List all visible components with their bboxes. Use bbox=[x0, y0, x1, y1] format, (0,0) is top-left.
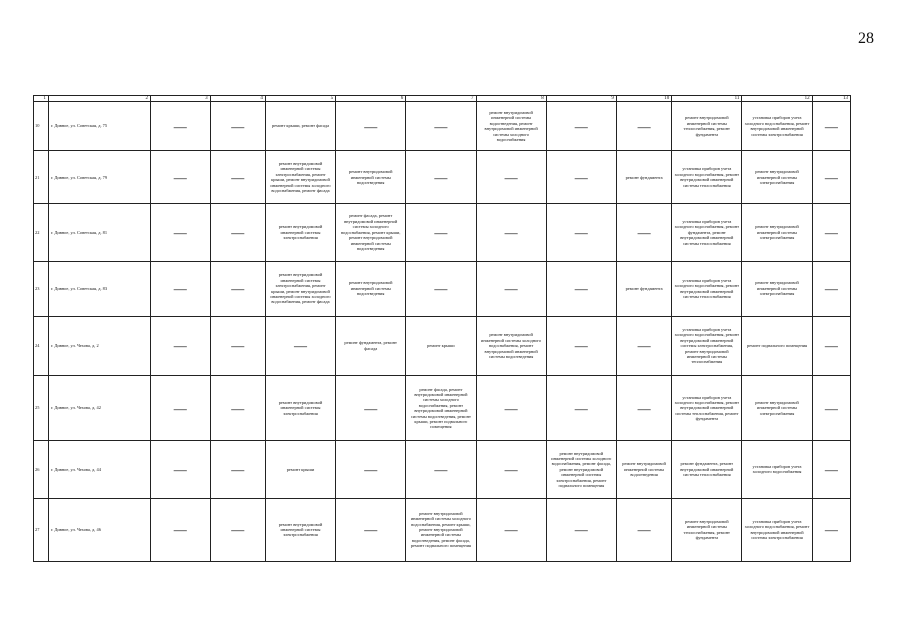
works-cell: ремонт крыши bbox=[265, 441, 335, 498]
empty-dash-cell: — bbox=[546, 261, 616, 316]
table-body bbox=[34, 96, 851, 562]
empty-dash-cell: — bbox=[812, 441, 850, 498]
works-table bbox=[33, 95, 851, 562]
works-cell: ремонт подвального помещения bbox=[742, 316, 812, 375]
empty-dash-cell: — bbox=[476, 151, 546, 204]
header-cell: 4 bbox=[210, 96, 265, 102]
row-number: 22 bbox=[34, 204, 49, 261]
empty-dash-cell: — bbox=[616, 375, 671, 440]
address-cell: г. Дивное, ул. Чехова, д. 2 bbox=[48, 316, 150, 375]
works-cell: ремонт внутридомовой инженерной системы электроснабжения bbox=[742, 204, 812, 261]
empty-dash-cell: — bbox=[616, 102, 671, 151]
empty-dash-cell: — bbox=[406, 261, 476, 316]
table-row bbox=[34, 375, 851, 440]
works-cell: установка приборов учета холодного водоснабжения, ремонт внутридомовой инженерной системы теплоснабжения bbox=[672, 261, 742, 316]
works-cell: ремонт внутридомовой инженерной системы электроснабжения bbox=[742, 151, 812, 204]
empty-dash-cell: — bbox=[476, 498, 546, 561]
works-cell: ремонт фундамента, ремонт фасада bbox=[336, 316, 406, 375]
empty-dash-cell: — bbox=[336, 102, 406, 151]
empty-dash-cell: — bbox=[151, 441, 211, 498]
works-cell: ремонт внутридомовой инженерной системы электроснабжения bbox=[265, 375, 335, 440]
row-number: 25 bbox=[34, 375, 49, 440]
header-cell: 9 bbox=[546, 96, 616, 102]
empty-dash-cell: — bbox=[546, 102, 616, 151]
works-cell: установка приборов учета холодного водоснабжения, ремонт внутридомовой инженерной системы теплоснабжения bbox=[672, 151, 742, 204]
empty-dash-cell: — bbox=[151, 498, 211, 561]
empty-dash-cell: — bbox=[616, 316, 671, 375]
works-cell: ремонт внутридомовой инженерной системы холодного водоснабжения, ремонт внутридомовой инженерной системы водоотведения bbox=[476, 316, 546, 375]
table-row bbox=[34, 316, 851, 375]
empty-dash-cell: — bbox=[336, 498, 406, 561]
works-cell: установка приборов учета холодного водоснабжения bbox=[742, 441, 812, 498]
works-cell: установка приборов учета холодного водоснабжения, ремонт фундамента, ремонт внутридомовой инженерной системы теплоснабжения bbox=[672, 204, 742, 261]
empty-dash-cell: — bbox=[812, 261, 850, 316]
empty-dash-cell: — bbox=[210, 261, 265, 316]
address-cell: г. Дивное, ул. Советская, д. 83 bbox=[48, 261, 150, 316]
empty-dash-cell: — bbox=[812, 151, 850, 204]
header-cell: 7 bbox=[406, 96, 476, 102]
works-cell: ремонт внутридомовой инженерной системы водоотведения bbox=[336, 151, 406, 204]
empty-dash-cell: — bbox=[151, 375, 211, 440]
empty-dash-cell: — bbox=[210, 375, 265, 440]
table-row bbox=[34, 261, 851, 316]
works-cell: ремонт фасада, ремонт внутридомовой инженерной системы холодного водоснабжения, ремонт внутридомовой инженерной системы водоотведения, ремонт крыши, ремонт подвального помещения bbox=[406, 375, 476, 440]
works-cell: ремонт внутридомовой инженерной системы холодного водоснабжения, ремонт фасада, ремонт внутридомовой инженерной системы электроснабжения, ремонт подвального помещения bbox=[546, 441, 616, 498]
works-cell: ремонт внутридомовой инженерной системы водоотведения bbox=[616, 441, 671, 498]
page-number: 28 bbox=[858, 30, 874, 47]
empty-dash-cell: — bbox=[151, 151, 211, 204]
address-cell: г. Дивное, ул. Советская, д. 75 bbox=[48, 102, 150, 151]
empty-dash-cell: — bbox=[151, 204, 211, 261]
empty-dash-cell: — bbox=[336, 375, 406, 440]
table-row bbox=[34, 204, 851, 261]
header-cell: 1 bbox=[34, 96, 49, 102]
header-cell: 11 bbox=[672, 96, 742, 102]
works-cell: ремонт внутридомовой инженерной системы теплоснабжения, ремонт фундамента bbox=[672, 102, 742, 151]
row-number: 26 bbox=[34, 441, 49, 498]
empty-dash-cell: — bbox=[265, 316, 335, 375]
row-number: 27 bbox=[34, 498, 49, 561]
empty-dash-cell: — bbox=[406, 441, 476, 498]
empty-dash-cell: — bbox=[336, 441, 406, 498]
empty-dash-cell: — bbox=[151, 316, 211, 375]
header-cell: 3 bbox=[151, 96, 211, 102]
empty-dash-cell: — bbox=[812, 375, 850, 440]
empty-dash-cell: — bbox=[546, 316, 616, 375]
works-cell: установка приборов учета холодного водоснабжения, ремонт внутридомовой инженерной системы электроснабжения, ремонт внутридомовой инженерной системы теплоснабжения bbox=[672, 316, 742, 375]
works-cell: ремонт внутридомовой инженерной системы электроснабжения bbox=[742, 375, 812, 440]
works-cell: ремонт внутридомовой инженерной системы электроснабжения bbox=[265, 498, 335, 561]
header-cell: 5 bbox=[265, 96, 335, 102]
row-number: 24 bbox=[34, 316, 49, 375]
works-cell: ремонт внутридомовой инженерной системы электроснабжения, ремонт крыши, ремонт внутридомовой инженерной системы холодного водоснабжения, ремонт фасада bbox=[265, 261, 335, 316]
empty-dash-cell: — bbox=[151, 261, 211, 316]
header-cell: 10 bbox=[616, 96, 671, 102]
table-row bbox=[34, 441, 851, 498]
empty-dash-cell: — bbox=[616, 204, 671, 261]
works-cell: ремонт внутридомовой инженерной системы электроснабжения bbox=[742, 261, 812, 316]
works-cell: ремонт внутридомовой инженерной системы электроснабжения bbox=[265, 204, 335, 261]
works-cell: ремонт внутридомовой инженерной системы электроснабжения, ремонт крыши, ремонт внутридомовой инженерной системы холодного водоснабжения, ремонт фасада bbox=[265, 151, 335, 204]
works-cell: ремонт крыши bbox=[406, 316, 476, 375]
table-row bbox=[34, 151, 851, 204]
address-cell: г. Дивное, ул. Советская, д. 81 bbox=[48, 204, 150, 261]
empty-dash-cell: — bbox=[616, 498, 671, 561]
works-cell: установка приборов учета холодного водоснабжения, ремонт внутридомовой инженерной системы теплоснабжения, ремонт фундамента bbox=[672, 375, 742, 440]
works-cell: ремонт внутридомовой инженерной системы водоотведения, ремонт внутридомовой инженерной системы холодного водоснабжения bbox=[476, 102, 546, 151]
empty-dash-cell: — bbox=[476, 261, 546, 316]
row-number: 21 bbox=[34, 151, 49, 204]
address-cell: г. Дивное, ул. Советская, д. 79 bbox=[48, 151, 150, 204]
works-cell: ремонт фундамента bbox=[616, 151, 671, 204]
empty-dash-cell: — bbox=[210, 204, 265, 261]
works-cell: установка приборов учета холодного водоснабжения, ремонт внутридомовой инженерной системы электроснабжения bbox=[742, 102, 812, 151]
table-row bbox=[34, 102, 851, 151]
empty-dash-cell: — bbox=[476, 375, 546, 440]
row-number: 10 bbox=[34, 102, 49, 151]
empty-dash-cell: — bbox=[546, 498, 616, 561]
empty-dash-cell: — bbox=[546, 375, 616, 440]
table-row bbox=[34, 498, 851, 561]
empty-dash-cell: — bbox=[546, 204, 616, 261]
empty-dash-cell: — bbox=[476, 204, 546, 261]
works-cell: ремонт крыши, ремонт фасада bbox=[265, 102, 335, 151]
row-number: 23 bbox=[34, 261, 49, 316]
works-cell: ремонт фасада, ремонт внутридомовой инженерной системы холодного водоснабжения, ремонт крыши, ремонт внутридомовой инженерной системы водоотведения bbox=[336, 204, 406, 261]
works-cell: ремонт внутридомовой инженерной системы теплоснабжения, ремонт фундамента bbox=[672, 498, 742, 561]
empty-dash-cell: — bbox=[812, 316, 850, 375]
address-cell: г. Дивное, ул. Чехова, д. 46 bbox=[48, 498, 150, 561]
header-cell: 13 bbox=[812, 96, 850, 102]
empty-dash-cell: — bbox=[406, 102, 476, 151]
empty-dash-cell: — bbox=[476, 441, 546, 498]
empty-dash-cell: — bbox=[210, 102, 265, 151]
empty-dash-cell: — bbox=[812, 498, 850, 561]
empty-dash-cell: — bbox=[210, 151, 265, 204]
empty-dash-cell: — bbox=[546, 151, 616, 204]
empty-dash-cell: — bbox=[406, 151, 476, 204]
header-cell: 8 bbox=[476, 96, 546, 102]
empty-dash-cell: — bbox=[812, 204, 850, 261]
empty-dash-cell: — bbox=[210, 498, 265, 561]
works-cell: ремонт фундамента, ремонт внутридомовой инженерной системы теплоснабжения bbox=[672, 441, 742, 498]
header-cell: 2 bbox=[48, 96, 150, 102]
works-cell: ремонт фундамента bbox=[616, 261, 671, 316]
works-cell: ремонт внутридомовой инженерной системы водоотведения bbox=[336, 261, 406, 316]
address-cell: г. Дивное, ул. Чехова, д. 42 bbox=[48, 375, 150, 440]
header-cell: 6 bbox=[336, 96, 406, 102]
empty-dash-cell: — bbox=[812, 102, 850, 151]
empty-dash-cell: — bbox=[210, 316, 265, 375]
address-cell: г. Дивное, ул. Чехова, д. 44 bbox=[48, 441, 150, 498]
works-cell: ремонт внутридомовой инженерной системы холодного водоснабжения, ремонт крыши, ремонт внутридомовой инженерной системы водоотведения, ремонт фасада, ремонт подвального помещения bbox=[406, 498, 476, 561]
empty-dash-cell: — bbox=[210, 441, 265, 498]
empty-dash-cell: — bbox=[151, 102, 211, 151]
header-cell: 12 bbox=[742, 96, 812, 102]
works-cell: установка приборов учета холодного водоснабжения, ремонт внутридомовой инженерной системы электроснабжения bbox=[742, 498, 812, 561]
empty-dash-cell: — bbox=[406, 204, 476, 261]
